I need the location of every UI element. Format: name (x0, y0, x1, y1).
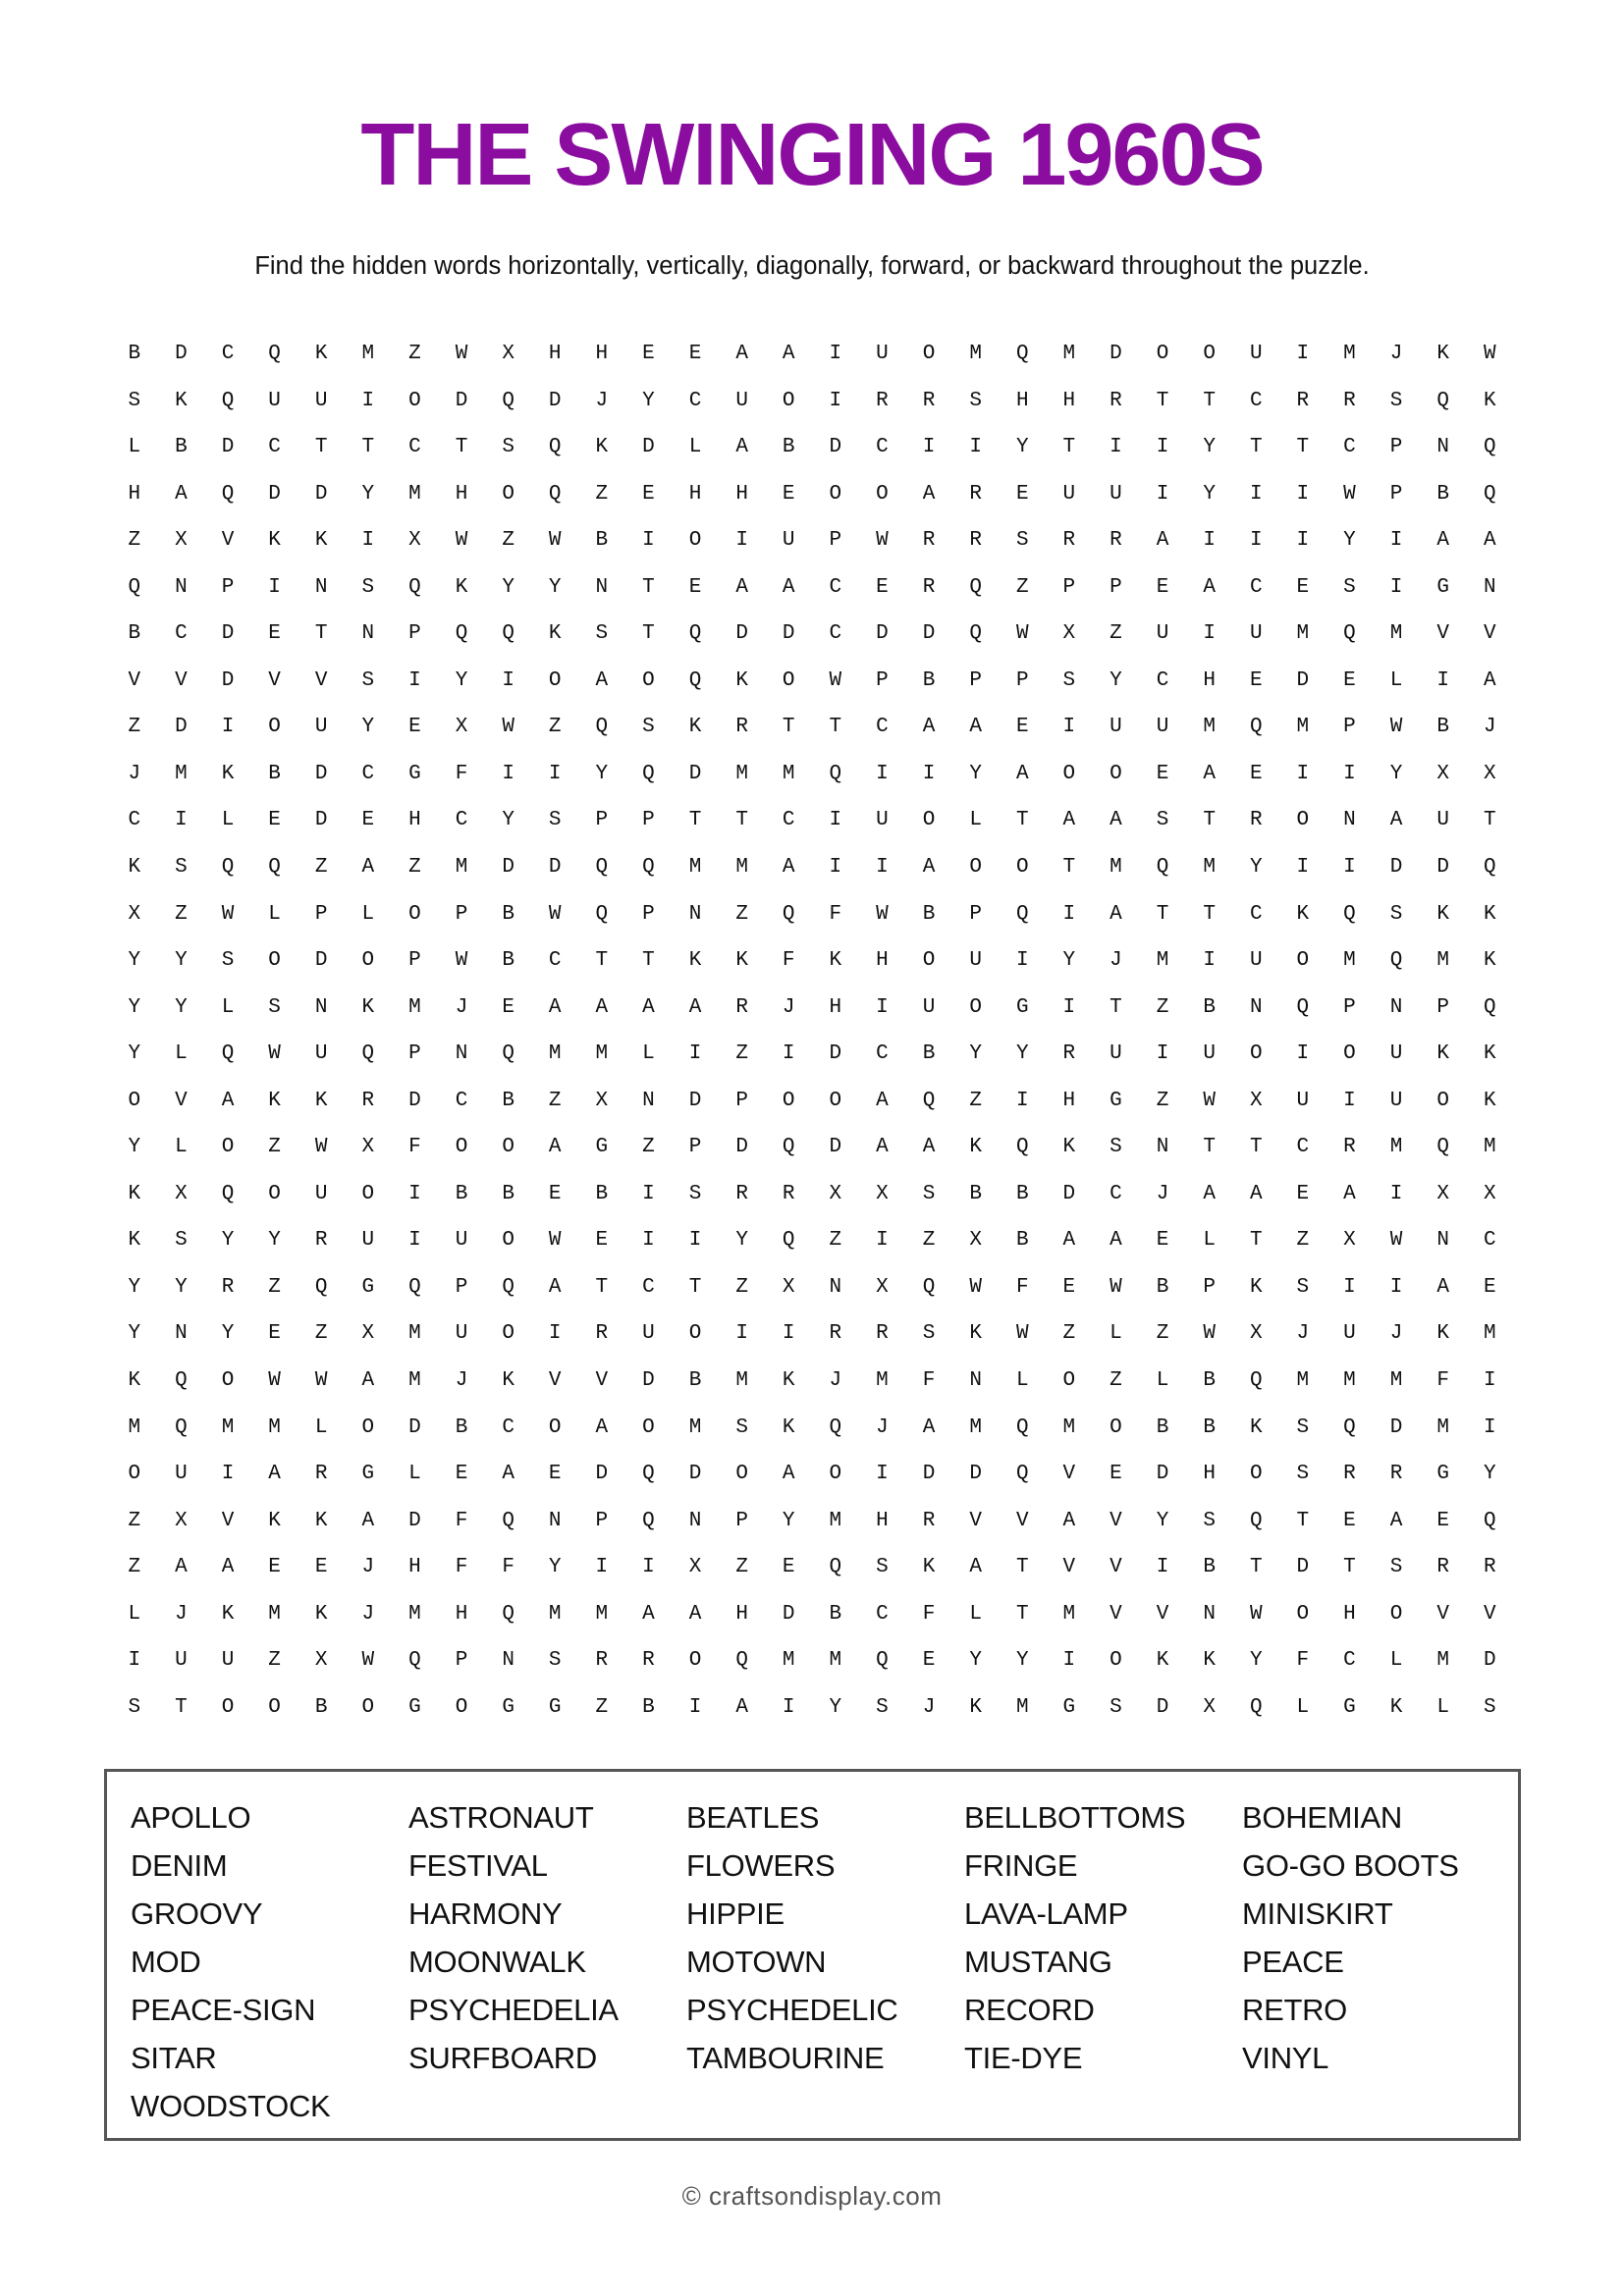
word-list-item: MINISKIRT (1242, 1896, 1393, 1931)
grid-row[interactable]: BCDETNPQQKSTQDDCDDQWXZUIUMQMVV (128, 622, 1531, 646)
grid-row[interactable]: OVAKKRDCBZXNDPOOAQZIHGZWXUIUOK (128, 1089, 1531, 1112)
word-list-item: MOTOWN (686, 1945, 827, 1979)
grid-row[interactable]: STOOBOGOGGZBIAIYSJKMGSDXQLGKLS (128, 1695, 1531, 1719)
grid-row[interactable]: OUIARGLEAEDQDOAOIDDQVEDHOSRRGY (128, 1463, 1531, 1486)
grid-row[interactable]: YYRZQGQPQATCTZXNXQWFEWBPKSIIAE (128, 1275, 1531, 1299)
grid-row[interactable]: KXQOUOIBBEBISRRXXSBBDCJAAEAIXX (128, 1182, 1531, 1205)
word-list-item: MOONWALK (408, 1945, 586, 1979)
grid-row[interactable]: BDCQKMZWXHHEEAAIUOMQMDOOUIMJKW (128, 343, 1531, 365)
word-list-item: PEACE (1242, 1945, 1344, 1979)
word-list-item: ASTRONAUT (408, 1800, 594, 1835)
grid-row[interactable]: YLQWUQPNQMMLIZIDCBYYRUIUOIOUKK (128, 1042, 1531, 1066)
word-list-item: DENIM (131, 1848, 228, 1883)
word-list-box (104, 1769, 1521, 2141)
grid-row[interactable]: CILEDEHCYSPPTTCIUOLTAASTRONAUT (128, 809, 1531, 832)
grid-row[interactable]: ZXVKKIXWZWBIOIUPWRRSRRAIIIYIAA (128, 529, 1531, 553)
grid-row[interactable]: ZAAEEJHFFYIIXZEQSKATVVIBTDTSRR (128, 1556, 1531, 1579)
grid-row[interactable]: KSQQZAZMDDQQMMAIIAOOTMQMYIIDDQ (128, 856, 1531, 880)
grid-row[interactable]: ZDIOUYEXWZQSKRTTCAAEIUUMQMPWBJ (128, 716, 1531, 739)
word-list-item: BOHEMIAN (1242, 1800, 1402, 1835)
letter-grid (111, 331, 1531, 1731)
word-list-item: SITAR (131, 2041, 217, 2075)
grid-row[interactable]: KSYYRUIUOWEIIYQZIZXBAAELTZXWNC (128, 1229, 1531, 1253)
grid-row[interactable]: ZXVKKADFQNPQNPYMHRVVAVYSQTEAEQ (128, 1509, 1531, 1532)
word-list-item: PEACE-SIGN (131, 1993, 316, 2027)
word-list-item: PSYCHEDELIA (408, 1993, 619, 2027)
page-title: THE SWINGING 1960S (360, 106, 1264, 204)
copyright-footer: © craftsondisplay.com (681, 2181, 943, 2211)
instructions: Find the hidden words horizontally, vertically, diagonally, forward, or backward throughout the puzzle. (254, 252, 1370, 280)
grid-row[interactable]: JMKBDCGFIIYQDMMQIIYAOOEAEIIYXX (128, 762, 1531, 785)
grid-row[interactable]: YNYEZXMUOIRUOIIRRSKWZLZWXJUJKM (128, 1322, 1531, 1346)
grid-row[interactable]: LBDCTTCTSQKDLABDCIIYTIIYTTCPNQ (128, 436, 1531, 459)
grid-row[interactable]: YLOZWXFOOAGZPDQDAAKQKSNTTCRMQM (128, 1136, 1531, 1159)
grid-row[interactable]: KQOWWAMJKVVDBMKJMFNLOZLBQMMMFI (128, 1369, 1531, 1393)
word-list-item: WOODSTOCK (131, 2089, 331, 2123)
word-list-item: FESTIVAL (408, 1848, 548, 1883)
word-list-item: HARMONY (408, 1896, 563, 1931)
grid-row[interactable]: HAQDDYMHOQZEHHEOOAREUUIYIIWPBQ (128, 482, 1531, 506)
grid-row[interactable]: SKQUUIODQDJYCUOIRRSHHRTTCRRSQK (128, 389, 1531, 412)
grid-row[interactable]: YYSODOPWBCTTKKFKHOUIYJMIUOMQMK (128, 949, 1531, 973)
word-list-item: HIPPIE (686, 1896, 785, 1931)
word-list-item: RECORD (964, 1993, 1095, 2027)
grid-row[interactable]: MQMMLODBCOAOMSKQJAMQMOBBKSQDMI (128, 1415, 1531, 1439)
word-list-item: APOLLO (131, 1800, 251, 1835)
word-list-item: TIE-DYE (964, 2041, 1083, 2075)
word-list-item: LAVA-LAMP (964, 1896, 1128, 1931)
grid-row[interactable]: QNPINSQKYYNTEAACERQZPPEACESIGN (128, 575, 1531, 599)
grid-row[interactable]: VVDVVSIYIOAOQKOWPBPPSYCHEDELIA (128, 668, 1531, 692)
word-list-item: GO-GO BOOTS (1242, 1848, 1459, 1883)
grid-row[interactable]: XZWLPLOPBWQPNZQFWBPQIATTCKQSKK (128, 902, 1531, 926)
word-list-item: MUSTANG (964, 1945, 1112, 1979)
grid-row[interactable]: LJKMKJMHQMMAAHDBCFLTMVVNWOHOVV (128, 1602, 1531, 1626)
word-list (131, 1793, 1520, 2130)
grid-row[interactable]: IUUZXWQPNSRROQMMQEYYIOKKYFCLMD (128, 1649, 1531, 1673)
word-list-item: TAMBOURINE (686, 2041, 885, 2075)
word-list-item: MOD (131, 1945, 201, 1979)
word-list-item: FLOWERS (686, 1848, 836, 1883)
word-list-item: BEATLES (686, 1800, 820, 1835)
word-list-item: GROOVY (131, 1896, 263, 1931)
word-list-item: RETRO (1242, 1993, 1348, 2027)
word-list-item: PSYCHEDELIC (686, 1993, 898, 2027)
word-list-item: FRINGE (964, 1848, 1078, 1883)
word-list-item: SURFBOARD (408, 2041, 597, 2075)
word-list-item: VINYL (1242, 2041, 1329, 2075)
grid-row[interactable]: YYLSNKMJEAAAARJHIUOGITZBNQPNPQ (128, 995, 1531, 1019)
word-list-item: BELLBOTTOMS (964, 1800, 1186, 1835)
